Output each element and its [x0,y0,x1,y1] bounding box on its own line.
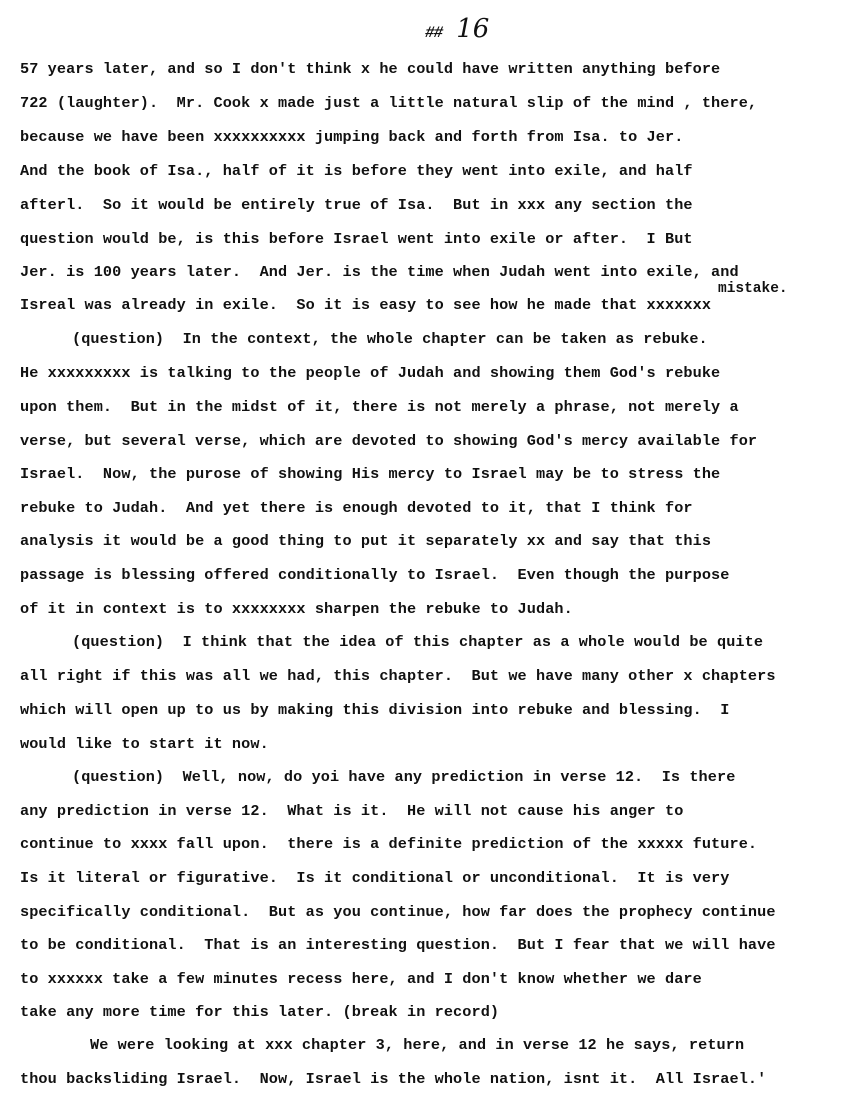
text-line: 57 years later, and so I don't think x he could have written anything before [20,60,721,78]
text-line: rebuke to Judah. And yet there is enough devoted to it, that I think for [20,499,693,517]
text-line: thou backsliding Israel. Now, Israel is the whole nation, isnt it. All Israel.' [20,1070,767,1088]
text-line: (question) I think that the idea of this chapter as a whole would be quite [72,633,764,651]
text-line: because we have been xxxxxxxxxx jumping back and forth from Isa. to Jer. [20,128,684,146]
text-line: And the book of Isa., half of it is before they went into exile, and half [20,162,693,180]
struck-page-mark: ## [425,24,443,42]
text-line: take any more time for this later. (break in record) [20,1003,500,1021]
text-line: continue to xxxx fall upon. there is a definite prediction of the xxxxx future. [20,835,758,853]
page-number [425,14,489,44]
text-line: Jer. is 100 years later. And Jer. is the time when Judah went into exile, and [20,263,739,281]
text-line: any prediction in verse 12. What is it. He will not cause his anger to [20,802,684,820]
text-line: afterl. So it would be entirely true of Isa. But in xxx any section the [20,196,693,214]
text-line: Israel. Now, the purose of showing His mercy to Israel may be to stress the [20,465,721,483]
text-line: of it in context is to xxxxxxxx sharpen the rebuke to Judah. [20,600,573,618]
handwritten-page-number: 16 [456,14,490,44]
interlinear-correction: mistake. [718,281,788,297]
text-line: Isreal was already in exile. So it is easy to see how he made that xxxxxxx [20,296,712,314]
text-line: which will open up to us by making this division into rebuke and blessing. I [20,701,730,719]
text-line: to be conditional. That is an interesting question. But I fear that we will have [20,936,776,954]
text-line: would like to start it now. [20,735,269,753]
text-line: He xxxxxxxxx is talking to the people of Judah and showing them God's rebuke [20,364,721,382]
text-line: Is it literal or figurative. Is it conditional or unconditional. It is very [20,869,730,887]
text-line: upon them. But in the midst of it, there is not merely a phrase, not merely a [20,398,739,416]
text-line: verse, but several verse, which are devoted to showing God's mercy available for [20,432,758,450]
text-line: to xxxxxx take a few minutes recess here, and I don't know whether we dare [20,970,702,988]
text-line: 722 (laughter). Mr. Cook x made just a little natural slip of the mind , there, [20,94,758,112]
text-line: question would be, is this before Israel went into exile or after. I But [20,230,693,248]
text-line: all right if this was all we had, this chapter. But we have many other x chapters [20,667,776,685]
text-line: (question) In the context, the whole chapter can be taken as rebuke. [72,330,708,348]
text-line: specifically conditional. But as you continue, how far does the prophecy continue [20,903,776,921]
text-line: We were looking at xxx chapter 3, here, and in verse 12 he says, return [90,1036,745,1054]
text-line: (question) Well, now, do yoi have any prediction in verse 12. Is there [72,768,736,786]
text-line: passage is blessing offered conditionally to Israel. Even though the purpose [20,566,730,584]
text-line: analysis it would be a good thing to put it separately xx and say that this [20,532,712,550]
